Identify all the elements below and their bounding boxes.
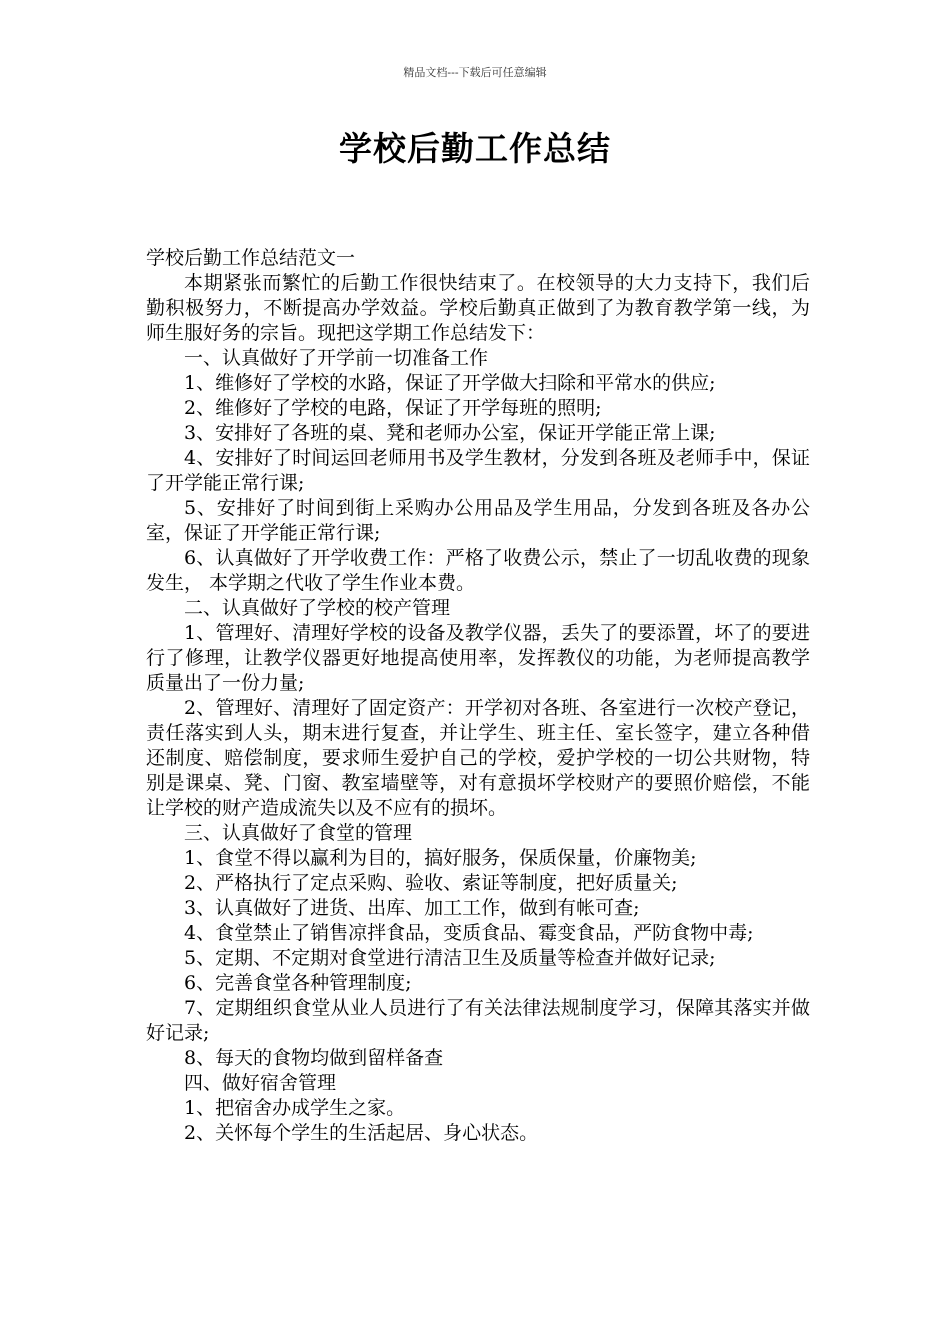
body-paragraph: 2、严格执行了定点采购、验收、索证等制度，把好质量关;	[184, 872, 678, 894]
body-paragraph: 一、认真做好了开学前一切准备工作	[184, 347, 489, 369]
body-paragraph: 四、做好宿舍管理	[184, 1072, 337, 1094]
body-paragraph: 学校后勤工作总结范文一	[146, 247, 356, 269]
body-paragraph: 2、关怀每个学生的生活起居、身心状态。	[184, 1122, 539, 1144]
body-paragraph: 1、维修好了学校的水路，保证了开学做大扫除和平常水的供应;	[184, 372, 716, 394]
body-paragraph: 4、安排好了时间运回老师用书及学生教材，分发到各班及老师手中，保证了开学能正常行课;	[146, 447, 810, 494]
body-paragraph: 6、认真做好了开学收费工作：严格了收费公示，禁止了一切乱收费的现象发生， 本学期之代收了学生作业本费。	[146, 547, 810, 594]
body-paragraph: 5、定期、不定期对食堂进行清洁卫生及质量等检查并做好记录;	[184, 947, 716, 969]
header-note: 精品文档---下载后可任意编辑	[403, 66, 547, 79]
body-paragraph: 1、食堂不得以赢利为目的，搞好服务，保质保量，价廉物美;	[184, 847, 697, 869]
body-paragraph: 2、管理好、清理好了固定资产：开学初对各班、各室进行一次校产登记，责任落实到人头，期末进行复查，并让学生、班主任、室长签字，建立各种借还制度、赔偿制度，要求师生爱护自己的学校，爱护学校的一切公共财物，特别是课桌、凳、门窗、教室墙壁等，对有意损坏学校财产的要照价赔偿，不能让学校的财产造成流失以及不应有的损坏。	[146, 697, 810, 819]
body-paragraph: 5、安排好了时间到街上采购办公用品及学生用品，分发到各班及各办公室，保证了开学能正常行课;	[146, 497, 810, 544]
document-title: 学校后勤工作总结	[339, 129, 611, 168]
body-paragraph: 三、认真做好了食堂的管理	[184, 822, 413, 844]
document-body	[146, 246, 810, 1146]
body-paragraph: 二、认真做好了学校的校产管理	[184, 597, 451, 619]
body-paragraph: 8、每天的食物均做到留样备查	[184, 1047, 444, 1069]
body-paragraph: 7、定期组织食堂从业人员进行了有关法律法规制度学习，保障其落实并做好记录;	[146, 997, 810, 1044]
body-paragraph: 4、食堂禁止了销售凉拌食品，变质食品、霉变食品，严防食物中毒;	[184, 922, 754, 944]
body-paragraph: 本期紧张而繁忙的后勤工作很快结束了。在校领导的大力支持下，我们后勤积极努力，不断提高办学效益。学校后勤真正做到了为教育教学第一线，为师生服好务的宗旨。现把这学期工作总结发下：	[146, 272, 810, 344]
body-paragraph: 2、维修好了学校的电路，保证了开学每班的照明;	[184, 397, 602, 419]
body-paragraph: 6、完善食堂各种管理制度;	[184, 972, 412, 994]
body-paragraph: 3、认真做好了进货、出库、加工工作，做到有帐可查;	[184, 897, 640, 919]
body-paragraph: 1、把宿舍办成学生之家。	[184, 1097, 406, 1119]
body-paragraph: 3、安排好了各班的桌、凳和老师办公室，保证开学能正常上课;	[184, 422, 716, 444]
body-paragraph: 1、管理好、清理好学校的设备及教学仪器，丢失了的要添置，坏了的要进行了修理，让教学仪器更好地提高使用率，发挥教仪的功能，为老师提高教学质量出了一份力量;	[146, 622, 810, 694]
